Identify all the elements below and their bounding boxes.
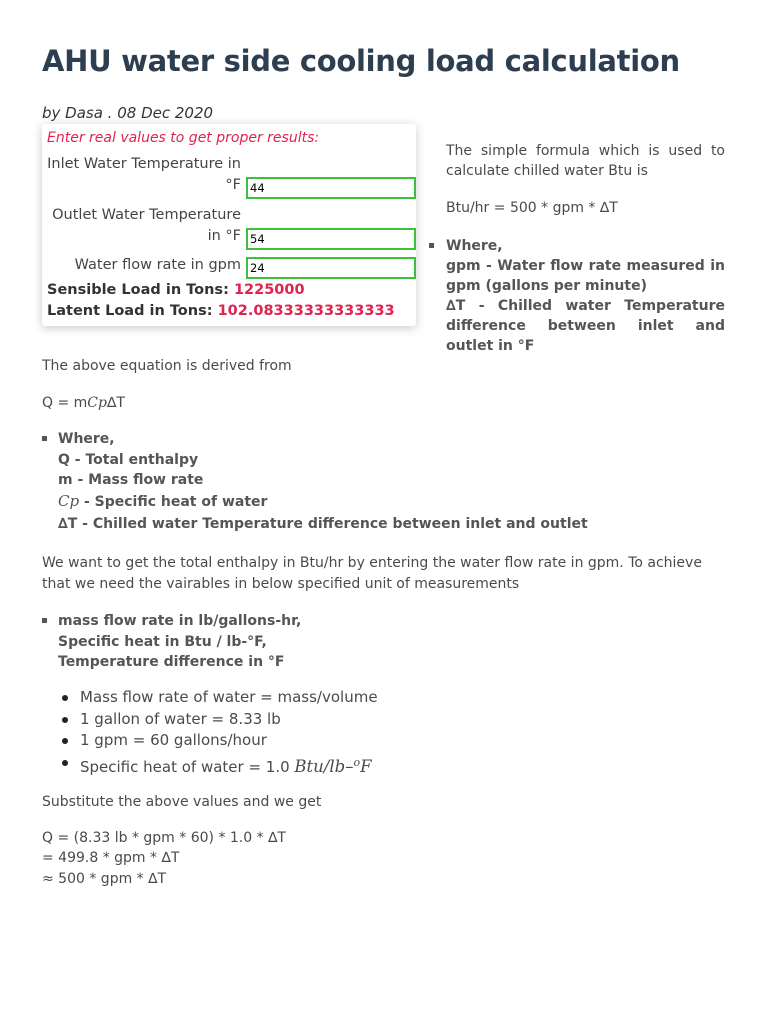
inlet-label-line2: °F	[225, 177, 241, 193]
degree-symbol: o	[353, 755, 361, 769]
inlet-label-line1: Inlet Water Temperature in	[47, 156, 241, 172]
substitution-line3: ≈ 500 * gpm * ∆T	[42, 870, 167, 887]
formula: Btu/hr = 500 * gpm * ∆T	[446, 200, 618, 216]
equation-suffix: ∆T	[106, 394, 125, 411]
gpm-definition: gpm - Water flow rate measured in gpm (gallons per minute)	[446, 258, 725, 294]
derivation-where: Where,	[58, 431, 115, 447]
latent-load-result	[47, 303, 395, 319]
square-bullet-icon	[42, 436, 47, 441]
outlet-temperature-input[interactable]	[246, 228, 416, 250]
units-line2: Specific heat in Btu / lb-°F,	[58, 633, 267, 650]
substitution-line2: = 499.8 * gpm * ∆T	[42, 850, 180, 866]
flow-rate-input[interactable]	[246, 257, 416, 279]
formula-where: Where,	[446, 238, 503, 254]
list-item	[42, 752, 726, 779]
q-definition: Q - Total enthalpy	[58, 451, 199, 468]
derivation-delta-t-definition: ∆T - Chilled water Temperature difference between inlet and outlet	[58, 516, 588, 532]
square-bullet-icon	[429, 243, 434, 248]
list-item: 1 gallon of water = 8.33 lb	[42, 709, 726, 731]
equation-prefix: Q = m	[42, 394, 88, 411]
outlet-label-line1: Outlet Water Temperature	[52, 207, 241, 223]
inlet-temperature-label	[42, 154, 241, 196]
equation-cp: Cp	[87, 394, 107, 411]
calculator-panel	[42, 124, 416, 326]
inlet-temperature-input[interactable]	[246, 177, 416, 199]
derivation-equation	[42, 393, 726, 414]
page-title: AHU water side cooling load calculation	[42, 44, 680, 78]
cp-definition	[58, 491, 726, 513]
flow-rate-label: Water flow rate in gpm	[74, 257, 241, 273]
outlet-label-line2: in °F	[207, 228, 241, 244]
derivation-section	[42, 356, 726, 535]
formula-where-block	[446, 236, 725, 356]
calculator-hint: Enter real values to get proper results:	[47, 130, 320, 146]
sensible-load-value: 1225000	[233, 282, 305, 298]
outlet-temperature-label	[42, 205, 241, 247]
sensible-load-label: Sensible Load in Tons:	[47, 282, 229, 298]
facts-section	[42, 687, 726, 778]
latent-load-label: Latent Load in Tons:	[47, 303, 213, 319]
square-bullet-icon	[42, 618, 47, 623]
units-line3: Temperature difference in °F	[58, 654, 285, 670]
substitution-line1: Q = (8.33 lb * gpm * 60) * 1.0 * ∆T	[42, 829, 286, 846]
specific-heat-unit: Btu/lb–	[294, 756, 354, 776]
byline: by Dasa . 08 Dec 2020	[42, 104, 214, 122]
derivation-where-block	[42, 429, 726, 535]
units-intro: We want to get the total enthalpy in Btu/hr by entering the water flow rate in gpm. To achieve that we need the vairables in below specified unit of measurements	[42, 555, 702, 592]
cp-definition-text: - Specific heat of water	[79, 493, 268, 510]
cp-symbol: Cp	[58, 491, 80, 510]
units-list	[42, 611, 726, 673]
fahrenheit-symbol: F	[360, 756, 372, 776]
formula-panel	[446, 141, 725, 356]
list-item: 1 gpm = 60 gallons/hour	[42, 730, 726, 752]
derivation-intro: The above equation is derived from	[42, 358, 292, 374]
list-item: Mass flow rate of water = mass/volume	[42, 687, 726, 709]
formula-intro: The simple formula which is used to calculate chilled water Btu is	[446, 143, 725, 179]
substitution-section	[42, 792, 726, 889]
specific-heat-text: Specific heat of water = 1.0	[80, 757, 295, 776]
units-line1: mass flow rate in lb/gallons-hr,	[58, 613, 302, 629]
latent-load-value: 102.08333333333333	[217, 303, 395, 319]
substitution-intro: Substitute the above values and we get	[42, 794, 322, 810]
m-definition: m - Mass flow rate	[58, 472, 204, 488]
delta-t-definition: ∆T - Chilled water Temperature difference between inlet and outlet in °F	[446, 298, 725, 354]
sensible-load-result	[47, 282, 305, 298]
facts-list	[42, 687, 726, 778]
